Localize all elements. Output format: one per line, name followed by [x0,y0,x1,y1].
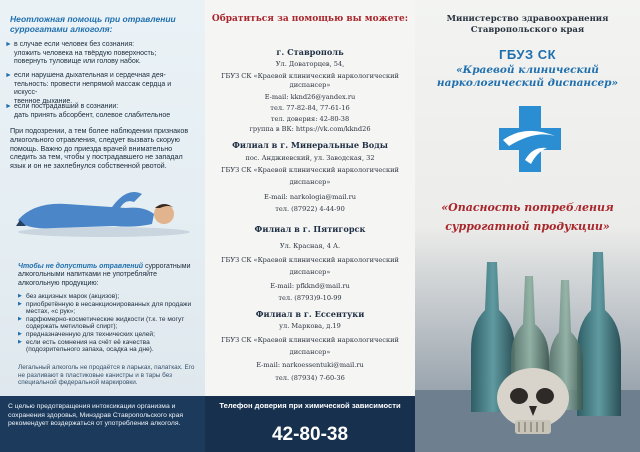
body-shape [18,204,154,229]
first-aid-item-line: дать принять абсорбент, солевое слабительное [14,111,171,119]
first-aid-item-line: уложить человека на твёрдую поверхность; [14,49,157,57]
branch-line: Ул. Доваторцев, 54, [275,60,345,68]
branch-line: диспансер» [289,348,331,356]
first-aid-paragraph: При подозрении, а тем более наблюдении признаков алкогольного отравления, следует вызвать скорую помощь. Важно до приезда врачей внимательно следить за тем, чтобы у пострадавшего не западал язык и он не захлебнулся собственной рвотой. [10,126,189,171]
list-item: ▶ если есть сомнения на счёт её качества (подозрительного запаха, осадка на дне). [18,339,200,354]
recovery-position-illustration [14,180,194,238]
first-aid-title: Неотложная помощь при отравлении суррогатами алкоголя: [10,14,176,34]
bullet-icon: ► [5,41,12,48]
hotline-number: 42-80-38 [271,424,349,445]
hotline-title: Телефон доверия при химической зависимости [219,401,401,410]
branch-title: Филиал в г. Минеральные Воды [232,140,388,150]
bottle-shape [577,252,621,416]
ministry-recommendation: С целью предотвращения интоксикации организма и сохранения здоровья, Минздрав Ставропольского края рекомендует воздержаться от употребления алкоголя. [8,403,184,428]
prevention-title-rest: суррогатными алкогольными напитками не употребляйте алкогольную продукцию: [18,263,191,287]
branch-hotline: тел. доверия: 42-80-38 [270,115,350,123]
branch-line: диспансер» [289,81,331,89]
branch-line: Ул. Красная, 4 А. [279,242,341,250]
first-aid-item-line: в случае если человек без сознания: [14,41,135,48]
slogan: «Опасность потребления суррогатной продукции» [441,201,614,233]
branch-line: ГБУЗ СК «Краевой клинический наркологический [221,256,399,264]
list-item: ▶ парфюмерно-косметические жидкости (т.к. те могут содержать метиловый спирт); [18,316,200,331]
contacts-heading: Обратиться за помощью вы можете: [211,14,409,24]
skull-eye [510,388,528,404]
branch-email: E-mail: narkologia@mail.ru [263,193,356,201]
left-panel [0,0,205,452]
branch-line: ГБУЗ СК «Краевой клинический наркологический [221,166,399,174]
branch-title: Филиал в г. Ессентуки [255,309,365,319]
branch-email: E-mail: pfkknd@mail.ru [270,282,350,290]
first-aid-item [5,72,194,106]
skull-eye [536,388,554,404]
legal-note: Легальный алкоголь не продаётся в ларьках, палатках. Его не разливают в пластиковые канистры и в тары без специальной федеральной маркировки. [18,364,195,387]
branch-phone: тел. 77-82-84, 77-61-16 [270,104,350,112]
branch-line: ГБУЗ СК «Краевой клинический наркологический [221,336,399,344]
list-item: ▶ без акцизных марок (акцизов); [18,293,200,301]
bullet-icon: ► [5,103,12,110]
branch-phone: тел. (87922) 4-44-90 [275,205,345,213]
prevention-title-highlight: Чтобы не допустить отравлений [18,263,144,270]
branch-line: ГБУЗ СК «Краевой клинический наркологический [221,72,399,80]
first-aid-item-line: повернуть туловище или голову набок. [14,58,141,66]
first-aid-item-line: тельность: провести непрямой массаж сердца и искусс- [14,80,172,97]
list-item: ▶ приобретённую в несанкционированных для продажи местах, «с рук»; [18,301,200,316]
branch-title: г. Ставрополь [276,47,344,57]
first-aid-item-line: твенное дыхание. [14,97,73,105]
first-aid-item [5,41,194,67]
branch-vk: группа в ВК: https://vk.com/kknd26 [249,125,371,133]
branch-line: диспансер» [289,178,331,186]
medical-cross-logo-icon [495,100,565,180]
first-aid-item-line: если пострадавший в сознании: [14,103,119,110]
right-panel [415,0,640,452]
branch-title: Филиал в г. Пятигорск [254,224,366,234]
shadow [18,227,190,237]
first-aid-item-line: если нарушена дыхательная и сердечная дея- [14,72,166,79]
institution-name: «Краевой клинический наркологический диспансер» [436,64,619,89]
middle-panel [205,0,415,452]
branch-email: E-mail: narkoessentuki@mail.ru [256,361,364,369]
branch-phone: тел. (8793)9-10-99 [278,294,342,302]
prevention-list [18,293,200,354]
bottles-and-skull-illustration [415,240,640,452]
branch-phone: тел. (87934) 7-60-36 [275,374,345,382]
bullet-icon: ► [5,72,12,79]
list-item: ▶ предназначенную для технических целей; [18,331,200,339]
branch-line: ул. Маркова, д.19 [279,322,341,330]
skull-jaw [515,420,551,434]
institution-abbr: ГБУЗ СК [498,47,557,62]
ministry-name: Министерство здравоохранения Ставропольского края [446,14,609,35]
prevention-title [18,263,198,288]
first-aid-item [5,103,194,120]
branch-line: диспансер» [289,268,331,276]
skull-shape [497,368,569,428]
branch-line: пос. Анджиевский, ул. Заводская, 32 [245,154,375,162]
branch-email: E-mail: kknd26@yandex.ru [264,93,356,101]
hotline-footer [205,396,415,452]
left-footer [0,396,205,452]
